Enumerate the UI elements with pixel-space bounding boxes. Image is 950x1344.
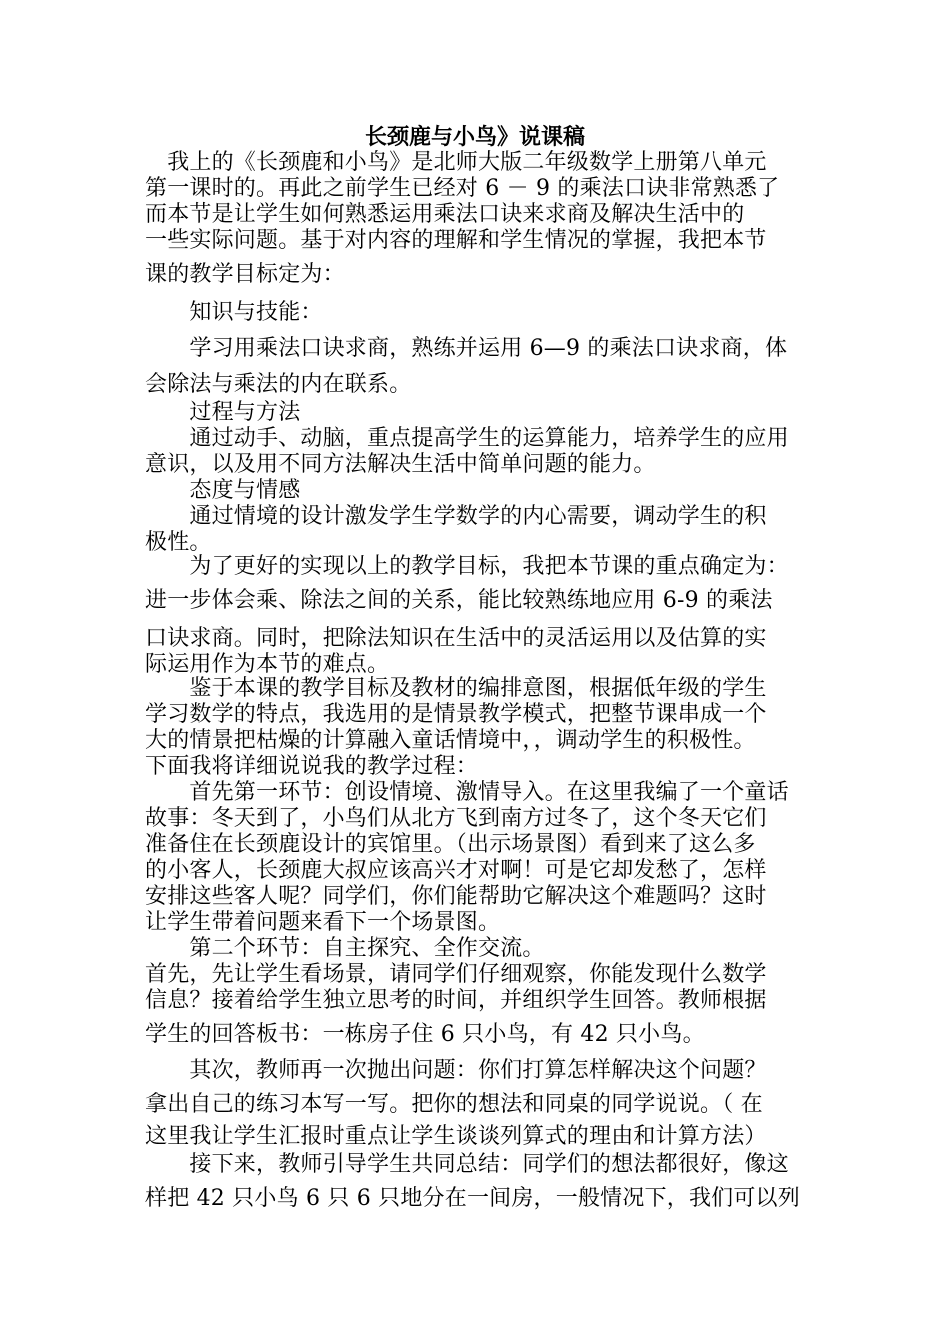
text-line: 鉴于本课的教学目标及教材的编排意图，根据低年级的学生 bbox=[145, 676, 767, 701]
text-line: 通过情境的设计激发学生学数学的内心需要，调动学生的积 bbox=[145, 504, 767, 529]
text-line: 让学生带着问题来看下一个场景图。 bbox=[145, 910, 501, 935]
text-line: 而本节是让学生如何熟悉运用乘法口诀来求商及解决生活中的 bbox=[145, 202, 745, 227]
text-line: 安排这些客人呢？同学们，你们能帮助它解决这个难题吗？这时 bbox=[145, 884, 767, 909]
text-line: 首先，先让学生看场景，请同学们仔细观察，你能发现什么数学 bbox=[145, 962, 767, 987]
text-line: 样把 42 只小鸟 6 只 6 只地分在一间房，一般情况下，我们可以列 bbox=[145, 1186, 800, 1211]
text-line: 下面我将详细说说我的教学过程： bbox=[145, 754, 479, 779]
text-line: 我上的《长颈鹿和小鸟》是北师大版二年级数学上册第八单元 bbox=[145, 150, 767, 175]
text-line: 过程与方法 bbox=[145, 400, 301, 425]
text-line: 第一课时的。再此之前学生已经对 6 － 9 的乘法口诀非常熟悉了 bbox=[145, 176, 780, 201]
text-line: 一些实际问题。基于对内容的理解和学生情况的掌握，我把本节 bbox=[145, 228, 767, 253]
text-line: 进一步体会乘、除法之间的关系，能比较熟练地应用 6-9 的乘法 bbox=[145, 588, 773, 613]
text-line: 这里我让学生汇报时重点让学生谈谈列算式的理由和计算方法） bbox=[145, 1124, 767, 1149]
text-line: 口诀求商。同时，把除法知识在生活中的灵活运用以及估算的实 bbox=[145, 626, 767, 651]
text-line: 的小客人，长颈鹿大叔应该高兴才对啊！可是它却发愁了，怎样 bbox=[145, 858, 767, 883]
text-line: 会除法与乘法的内在联系。 bbox=[145, 372, 412, 397]
text-line: 课的教学目标定为： bbox=[145, 262, 345, 287]
text-line: 故事：冬天到了，小鸟们从北方飞到南方过冬了，这个冬天它们 bbox=[145, 806, 767, 831]
text-line: 拿出自己的练习本写一写。把你的想法和同桌的同学说说。（ 在 bbox=[145, 1092, 763, 1117]
document-title: 长颈鹿与小鸟》说课稿 bbox=[364, 124, 585, 150]
text-line: 知识与技能： bbox=[145, 300, 323, 325]
text-line: 意识，以及用不同方法解决生活中简单问题的能力。 bbox=[145, 452, 656, 477]
text-line: 首先第一环节：创设情境、激情导入。在这里我编了一个童话 bbox=[145, 780, 789, 805]
text-line: 其次，教师再一次抛出问题：你们打算怎样解决这个问题？ bbox=[145, 1058, 767, 1083]
text-line: 准备住在长颈鹿设计的宾馆里。（出示场景图）看到来了这么多 bbox=[145, 832, 756, 857]
text-line: 为了更好的实现以上的教学目标，我把本节课的重点确定为： bbox=[145, 554, 789, 579]
text-line: 态度与情感 bbox=[145, 478, 301, 503]
text-line: 信息？接着给学生独立思考的时间，并组织学生回答。教师根据 bbox=[145, 988, 767, 1013]
text-line: 大的情景把枯燥的计算融入童话情境中，，调动学生的积极性。 bbox=[145, 728, 756, 753]
text-line: 极性。 bbox=[145, 530, 212, 555]
text-line: 学习数学的特点，我选用的是情景教学模式，把整节课串成一个 bbox=[145, 702, 767, 727]
text-line: 第二个环节：自主探究、全作交流。 bbox=[145, 936, 545, 961]
text-line: 学生的回答板书：一栋房子住 6 只小鸟，有 42 只小鸟。 bbox=[145, 1022, 705, 1047]
text-line: 通过动手、动脑，重点提高学生的运算能力，培养学生的应用 bbox=[145, 426, 789, 451]
text-line: 际运用作为本节的难点。 bbox=[145, 652, 390, 677]
text-line: 学习用乘法口诀求商，熟练并运用 6—9 的乘法口诀求商，体 bbox=[145, 336, 788, 361]
text-line: 接下来，教师引导学生共同总结：同学们的想法都很好，像这 bbox=[145, 1152, 789, 1177]
